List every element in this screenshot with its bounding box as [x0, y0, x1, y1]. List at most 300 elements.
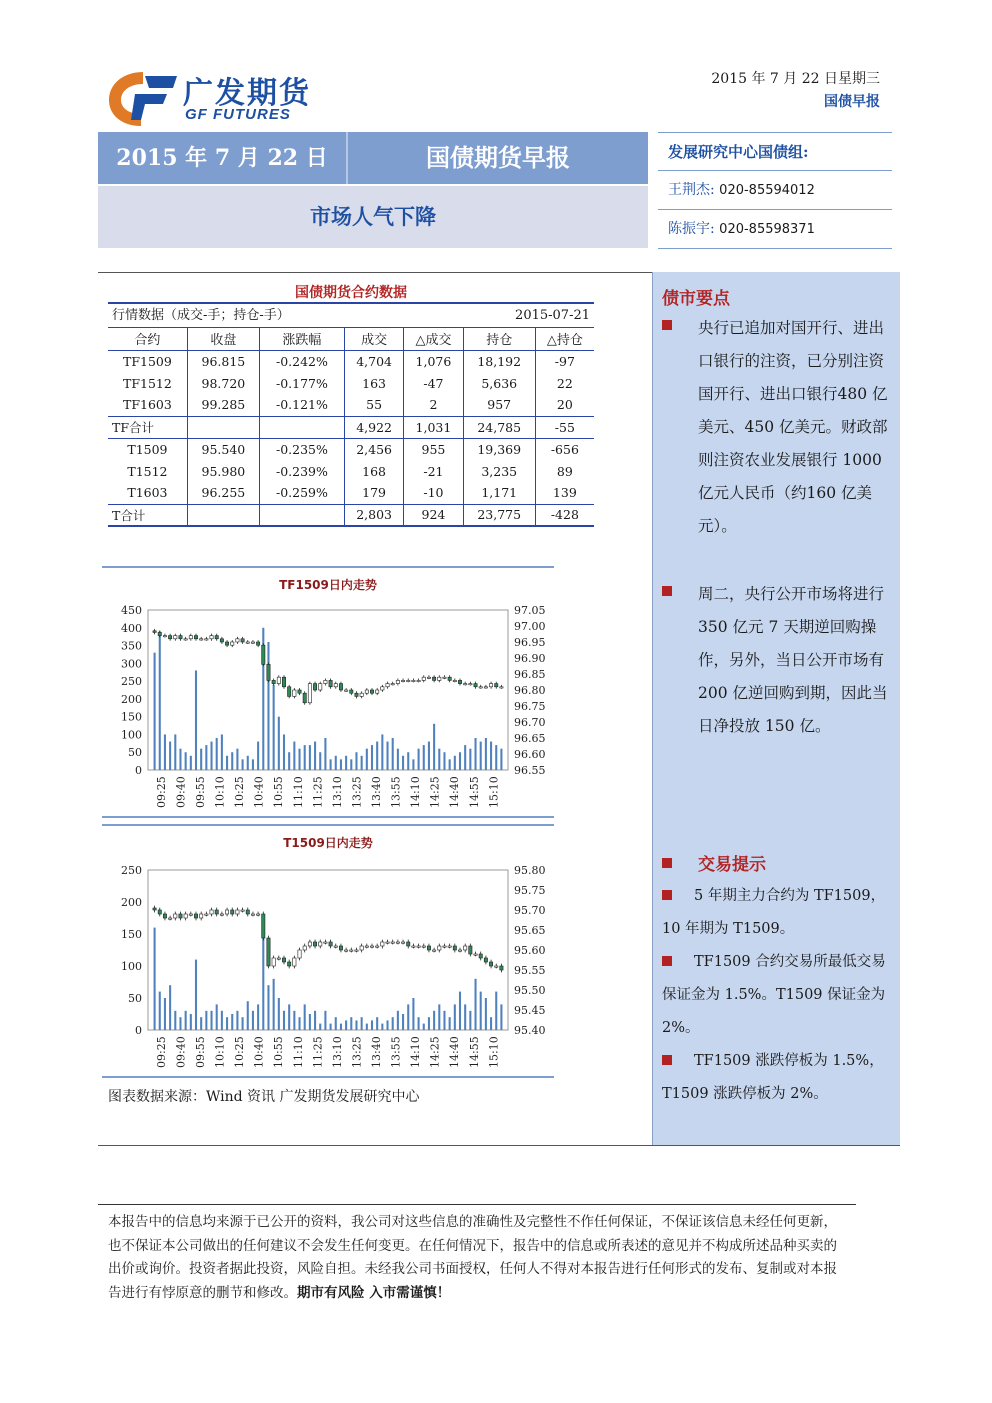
volume-bar [298, 749, 300, 770]
y-right-tick-label: 96.90 [514, 652, 546, 665]
table-cell: -0.177% [259, 372, 344, 394]
candle-body [376, 946, 379, 947]
volume-bar [216, 1004, 218, 1030]
candle-body [236, 910, 239, 914]
candle-body [174, 914, 177, 918]
candle-body [200, 639, 203, 640]
y-right-tick-label: 96.55 [514, 764, 546, 777]
volume-bar [407, 752, 409, 770]
candle-body [458, 950, 461, 951]
column-header: 收盘 [187, 328, 259, 350]
tip-item [662, 880, 894, 946]
candle-body [293, 690, 296, 696]
volume-bar [288, 1004, 290, 1030]
table-cell: -97 [554, 353, 575, 369]
table-cell: TF1603 [108, 394, 187, 416]
candle-body [179, 914, 182, 918]
volume-bar [407, 1004, 409, 1030]
table-cell: 22 [556, 375, 573, 391]
candle-body [225, 642, 228, 645]
volume-bar [283, 1011, 285, 1030]
table-cell: -10 [404, 482, 464, 504]
volume-bar [154, 653, 156, 770]
volume-bar [154, 928, 156, 1030]
candle-body [339, 946, 342, 950]
volume-bar [459, 992, 461, 1030]
table-cell: 96.815 [187, 350, 259, 372]
candle-body [256, 642, 259, 645]
contact-name: 王荆杰: [668, 182, 715, 198]
candle-body [220, 914, 223, 915]
table-row [108, 482, 594, 504]
volume-bar [304, 1004, 306, 1030]
candle-body [267, 938, 270, 966]
volume-bar [361, 1017, 363, 1030]
header-date-weekday: 2015 年 7 月 22 日星期三 [711, 71, 880, 87]
candle-body [251, 642, 254, 643]
x-tick-label: 10:40 [252, 776, 266, 808]
table-cell: 924 [404, 504, 464, 526]
volume-bar [449, 1017, 451, 1030]
candle-body [469, 684, 472, 685]
candle-body [339, 684, 342, 690]
y-right-tick-label: 95.65 [514, 924, 546, 937]
volume-bar [459, 752, 461, 770]
x-tick-label: 14:55 [467, 776, 481, 808]
table-cell: 2 [404, 394, 464, 416]
volume-bar [355, 752, 357, 770]
contact-row [658, 171, 892, 210]
candle-body [215, 910, 218, 914]
volume-bar [397, 749, 399, 770]
volume-bar [247, 756, 249, 770]
x-tick-label: 13:10 [330, 1036, 344, 1068]
candle-body [474, 954, 477, 955]
volume-bar [366, 749, 368, 770]
volume-bar [381, 1024, 383, 1030]
table-cell: -55 [535, 416, 594, 438]
title-band [98, 132, 648, 184]
y-right-tick-label: 95.80 [514, 864, 546, 877]
volume-bar [428, 742, 430, 770]
y-right-tick-label: 95.60 [514, 944, 546, 957]
volume-bar [164, 998, 166, 1030]
volume-bar [495, 745, 497, 770]
candle-body [469, 946, 472, 954]
x-tick-label: 09:55 [194, 776, 207, 808]
candle-body [391, 684, 394, 685]
table-row [108, 394, 594, 416]
volume-bar [210, 742, 212, 770]
table-cell: 1,031 [404, 416, 464, 438]
y-right-tick-label: 95.50 [514, 984, 546, 997]
candle-body [205, 914, 208, 915]
candle-body [422, 946, 425, 947]
contact-phone: 020-85598371 [719, 222, 815, 237]
side-bullet-2 [662, 578, 894, 743]
candle-body [474, 684, 477, 687]
y-right-tick-label: 97.00 [514, 620, 546, 633]
y-left-tick-label: 50 [128, 746, 142, 760]
volume-bar [355, 1020, 357, 1030]
x-tick-label: 10:55 [272, 776, 286, 808]
candle-body [225, 910, 228, 914]
table-cell: -656 [550, 441, 579, 457]
volume-bar [412, 998, 414, 1030]
table-cell: 19,369 [463, 438, 535, 460]
candle-body [344, 690, 347, 691]
candle-body [194, 636, 197, 639]
volume-bar [293, 742, 295, 770]
candle-body [355, 693, 358, 696]
side-bullet-1 [662, 312, 894, 543]
table-cell: 5,636 [463, 372, 535, 394]
volume-bar [330, 759, 332, 770]
x-tick-label: 13:40 [370, 776, 383, 808]
table-cell: -47 [404, 372, 464, 394]
volume-bar [469, 1011, 471, 1030]
volume-bar [474, 738, 476, 770]
table-cell: 55 [344, 394, 403, 416]
candle-body [158, 910, 161, 914]
y-left-tick-label: 450 [121, 604, 142, 617]
volume-bar [402, 756, 404, 770]
x-tick-label: 14:25 [428, 1036, 442, 1068]
volume-bar [314, 742, 316, 770]
table-row [108, 460, 594, 482]
candle-body [432, 677, 435, 680]
candle-body [262, 914, 265, 938]
candle-body [288, 687, 291, 697]
candle-body [251, 914, 254, 915]
tip-text: 5 年期主力合约为 TF1509，10 年期为 T1509。 [662, 888, 886, 937]
candle-body [205, 639, 208, 640]
volume-bar [257, 1004, 259, 1030]
tf1509-intraday-chart [102, 592, 554, 814]
x-tick-label: 14:10 [409, 776, 423, 808]
candle-body [282, 958, 285, 962]
candle-body [412, 946, 415, 947]
y-right-tick-label: 95.45 [514, 1004, 546, 1017]
y-left-tick-label: 250 [121, 864, 142, 877]
table-meta-row [108, 304, 594, 328]
volume-bar [438, 749, 440, 770]
x-tick-label: 11:25 [311, 1036, 325, 1068]
table-row [108, 504, 594, 526]
volume-bar [361, 756, 363, 770]
candle-body [262, 645, 265, 664]
bullet-square-icon [662, 858, 672, 868]
x-tick-label: 13:40 [370, 1036, 383, 1068]
candle-body [231, 642, 234, 645]
volume-bar [500, 1004, 502, 1030]
x-tick-label: 13:10 [330, 776, 344, 808]
x-tick-label: 09:40 [174, 776, 188, 808]
candle-body [241, 639, 244, 642]
disclaimer-warning: 期市有风险 入市需谨慎！ [297, 1284, 451, 1301]
candle-body [458, 680, 461, 683]
volume-bar [412, 759, 414, 770]
x-tick-label: 10:10 [213, 1036, 227, 1068]
candle-body [464, 946, 467, 950]
volume-bar [490, 742, 492, 770]
volume-bar [423, 745, 425, 770]
candle-body [163, 636, 166, 637]
candle-body [417, 680, 420, 681]
volume-bar [278, 998, 280, 1030]
volume-bar [345, 1020, 347, 1030]
bullet-square-icon [662, 956, 672, 966]
candle-body [365, 946, 368, 947]
volume-bar [273, 685, 275, 770]
y-right-tick-label: 96.80 [514, 684, 546, 697]
volume-bar [324, 1011, 326, 1030]
table-row [108, 350, 594, 372]
candle-body [401, 942, 404, 943]
candle-body [153, 631, 156, 633]
y-left-tick-label: 150 [121, 710, 142, 724]
volume-bar [443, 1011, 445, 1030]
table-cell: 4,922 [344, 416, 403, 438]
volume-bar [366, 1024, 368, 1030]
candle-body [231, 910, 234, 914]
volume-bar [485, 738, 487, 770]
candle-body [189, 914, 192, 915]
y-left-tick-label: 200 [121, 692, 142, 706]
candle-body [200, 914, 203, 918]
table-cell: T1509 [108, 438, 187, 460]
volume-bar [418, 1017, 420, 1030]
candle-body [163, 914, 166, 918]
table-cell [187, 504, 259, 526]
column-header: 合约 [108, 328, 187, 350]
bullet-square-icon [662, 1055, 672, 1065]
table-cell: 20 [556, 397, 573, 413]
candle-body [308, 684, 311, 703]
table-cell: -0.242% [259, 350, 344, 372]
table-cell: 1,171 [463, 482, 535, 504]
table-cell: 955 [404, 438, 464, 460]
candle-body [376, 690, 379, 693]
x-tick-label: 14:10 [409, 1036, 423, 1068]
y-left-tick-label: 0 [135, 764, 142, 777]
candle-body [334, 946, 337, 947]
report-date: 2015 年 7 月 22 日 [98, 132, 348, 184]
volume-bar [386, 742, 388, 770]
candle-body [210, 636, 213, 639]
bullet-item [662, 578, 894, 743]
candle-body [484, 687, 487, 688]
volume-bar [443, 752, 445, 770]
table-cell: 96.255 [187, 482, 259, 504]
volume-bar [283, 734, 285, 770]
y-right-tick-label: 96.75 [514, 700, 546, 713]
candle-body [189, 636, 192, 639]
candle-body [365, 690, 368, 693]
volume-bar [386, 1020, 388, 1030]
candle-body [391, 942, 394, 943]
candle-body [282, 677, 285, 687]
table-cell: 95.980 [187, 460, 259, 482]
candle-body [246, 910, 249, 914]
table-cell: 163 [344, 372, 403, 394]
tip-text: TF1509 合约交易所最低交易保证金为 1.5%。T1509 保证金为 2%。 [662, 954, 886, 1036]
volume-bar [490, 1017, 492, 1030]
volume-bar [464, 1004, 466, 1030]
volume-bar [226, 756, 228, 770]
table-title: 国债期货合约数据 [295, 285, 407, 301]
candle-body [407, 680, 410, 681]
y-right-tick-label: 95.40 [514, 1024, 546, 1037]
table-cell: TF1509 [108, 350, 187, 372]
volume-bar [340, 1024, 342, 1030]
candle-body [495, 966, 498, 967]
table-cell: -428 [535, 504, 594, 526]
column-header: 涨跌幅 [259, 328, 344, 350]
header-meta [711, 68, 880, 114]
table-cell: -21 [404, 460, 464, 482]
candle-body [417, 946, 420, 947]
volume-bar [257, 742, 259, 770]
volume-bar [371, 745, 373, 770]
volume-bar [231, 752, 233, 770]
volume-bar [185, 1011, 187, 1030]
tips-heading-row [662, 850, 766, 875]
candle-body [308, 942, 311, 946]
candle-body [194, 914, 197, 918]
volume-bar [335, 1017, 337, 1030]
y-left-tick-label: 50 [128, 992, 142, 1005]
tip-text: TF1509 涨跌停板为 1.5%，T1509 涨跌停板为 2%。 [662, 1053, 884, 1102]
candle-body [256, 914, 259, 915]
candle-body [370, 946, 373, 947]
candle-body [370, 690, 373, 693]
candle-body [277, 958, 280, 959]
volume-bar [205, 745, 207, 770]
volume-bar [350, 1017, 352, 1030]
candle-body [215, 636, 218, 639]
x-tick-label: 11:25 [311, 776, 325, 808]
candle-body [479, 954, 482, 958]
volume-bar [392, 1017, 394, 1030]
logo-mark-icon [105, 68, 181, 128]
candle-body [277, 677, 280, 683]
volume-bar [298, 1017, 300, 1030]
volume-bar [433, 1011, 435, 1030]
candle-body [453, 680, 456, 681]
volume-bar [179, 749, 181, 770]
table-meta-left: 行情数据（成交-手；持仓-手） [112, 308, 290, 323]
table-cell: T1512 [108, 460, 187, 482]
candle-body [464, 684, 467, 685]
candle-body [272, 680, 275, 683]
candle-body [495, 684, 498, 687]
column-header: △成交 [404, 328, 464, 350]
candle-body [396, 680, 399, 683]
y-left-tick-label: 200 [121, 896, 142, 909]
candle-body [246, 642, 249, 643]
candle-body [381, 942, 384, 946]
volume-bar [252, 759, 254, 770]
volume-bar [433, 724, 435, 770]
volume-bar [221, 734, 223, 770]
candle-body [396, 942, 399, 943]
volume-bar [454, 756, 456, 770]
candle-body [324, 680, 327, 683]
volume-bar [231, 1014, 233, 1030]
logo-english-name: GF FUTURES [185, 106, 291, 123]
table-cell: 179 [344, 482, 403, 504]
volume-bar [376, 1017, 378, 1030]
t1509-intraday-chart [102, 852, 554, 1074]
tip-item [662, 1045, 894, 1111]
volume-bar [371, 1020, 373, 1030]
volume-bar [309, 745, 311, 770]
volume-bar [423, 1024, 425, 1030]
candle-body [350, 950, 353, 951]
volume-bar [179, 1017, 181, 1030]
contact-box [658, 132, 892, 249]
volume-bar [397, 1011, 399, 1030]
x-tick-label: 14:40 [448, 776, 462, 808]
x-tick-label: 10:40 [252, 1036, 266, 1068]
candle-body [313, 942, 316, 946]
candle-body [184, 639, 187, 640]
table-cell: 2,456 [344, 438, 403, 460]
candle-body [407, 942, 410, 946]
volume-bar [169, 985, 171, 1030]
volume-bar [210, 1011, 212, 1030]
bullet-text: 央行已追加对国开行、进出口银行的注资，已分别注资国开行、进出口银行480 亿美元、450 亿美元。财政部则注资农业发展银行 1000 亿元人民币（约160 亿美元）。 [698, 319, 888, 535]
candle-body [500, 966, 503, 970]
candle-body [303, 946, 306, 950]
candle-body [324, 942, 327, 943]
volume-bar [236, 1011, 238, 1030]
candle-body [443, 677, 446, 678]
candle-body [272, 958, 275, 966]
table-cell: 4,704 [344, 350, 403, 372]
chart-title-tf1509: TF1509日内走势 [279, 578, 377, 592]
candle-body [329, 942, 332, 946]
y-left-tick-label: 100 [121, 960, 142, 973]
y-right-tick-label: 96.95 [514, 636, 546, 649]
volume-bar [428, 1017, 430, 1030]
disclaimer [98, 1204, 856, 1305]
candle-body [298, 950, 301, 958]
main-bottom-rule [98, 1145, 900, 1146]
volume-bar [449, 759, 451, 770]
bullet-square-icon [662, 320, 672, 330]
candle-body [344, 950, 347, 951]
column-header: 成交 [344, 328, 403, 350]
candle-body [236, 639, 239, 642]
contract-table [108, 328, 594, 527]
table-cell: 957 [463, 394, 535, 416]
table-cell: -0.121% [259, 394, 344, 416]
candle-body [381, 687, 384, 690]
volume-bar [159, 631, 161, 770]
table-cell: 2,803 [344, 504, 403, 526]
y-right-tick-label: 97.05 [514, 604, 546, 617]
x-tick-label: 10:55 [272, 1036, 286, 1068]
volume-bar [319, 752, 321, 770]
table-header-row [108, 328, 594, 350]
candle-body [267, 664, 270, 680]
plot-area [148, 610, 508, 770]
volume-bar [376, 742, 378, 770]
volume-bar [350, 759, 352, 770]
volume-bar [340, 759, 342, 770]
